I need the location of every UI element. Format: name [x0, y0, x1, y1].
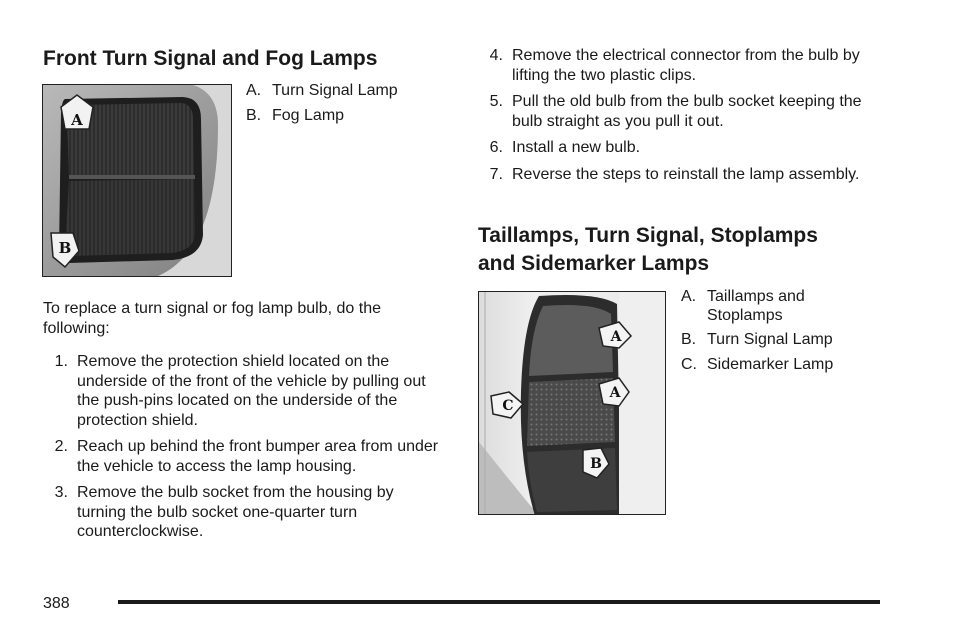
svg-text:A: A: [609, 385, 621, 401]
legend-item: C. Sidemarker Lamp: [681, 356, 834, 373]
list-item: 4. Remove the electrical connector from the bulb by lifting the two plastic clips.: [489, 47, 860, 84]
list-item: 3. Remove the bulb socket from the housing by turning the bulb socket one-quarter turn counterclockwise.: [54, 484, 394, 540]
list-item: 2. Reach up behind the front bumper area from under the vehicle to access the lamp housing.: [54, 438, 439, 475]
page-number: 388: [43, 595, 70, 612]
legend-item: B. Turn Signal Lamp: [681, 331, 833, 348]
legend-item: A. Turn Signal Lamp: [246, 82, 398, 99]
section-heading-front-lamps: Front Turn Signal and Fog Lamps: [43, 47, 378, 70]
front-lamp-photo: [42, 84, 232, 277]
tail-lamp-legend: [681, 287, 881, 380]
legend-item: A. Taillamps and Stoplamps: [681, 288, 805, 324]
svg-text:A: A: [610, 329, 622, 345]
list-item: 1. Remove the protection shield located on the underside of the front of the vehicle by pulling out the push-pins located on the underside of the protection shield.: [54, 353, 426, 429]
list-item: 5. Pull the old bulb from the bulb socket keeping the bulb straight as you pull it out.: [489, 93, 862, 130]
section-heading-taillamps: Taillamps, Turn Signal, Stoplamps and Sidemarker Lamps: [478, 224, 818, 275]
footer-rule: [118, 600, 880, 604]
svg-text:B: B: [58, 239, 72, 257]
list-item: 7. Reverse the steps to reinstall the lamp assembly.: [489, 165, 860, 183]
tail-lamp-photo: [478, 291, 666, 515]
front-lamp-illustration: [43, 85, 232, 277]
list-item: 6. Install a new bulb.: [489, 139, 641, 156]
steps-list-right: [478, 46, 888, 191]
svg-text:C: C: [502, 398, 514, 414]
legend-item: B. Fog Lamp: [246, 107, 345, 124]
intro-paragraph: To replace a turn signal or fog lamp bulb, do the following:: [43, 300, 381, 337]
steps-list-left: [43, 352, 445, 549]
svg-text:A: A: [71, 111, 83, 129]
front-lamp-legend: [246, 81, 446, 131]
svg-text:B: B: [590, 456, 602, 472]
tail-lamp-illustration: [479, 292, 666, 515]
